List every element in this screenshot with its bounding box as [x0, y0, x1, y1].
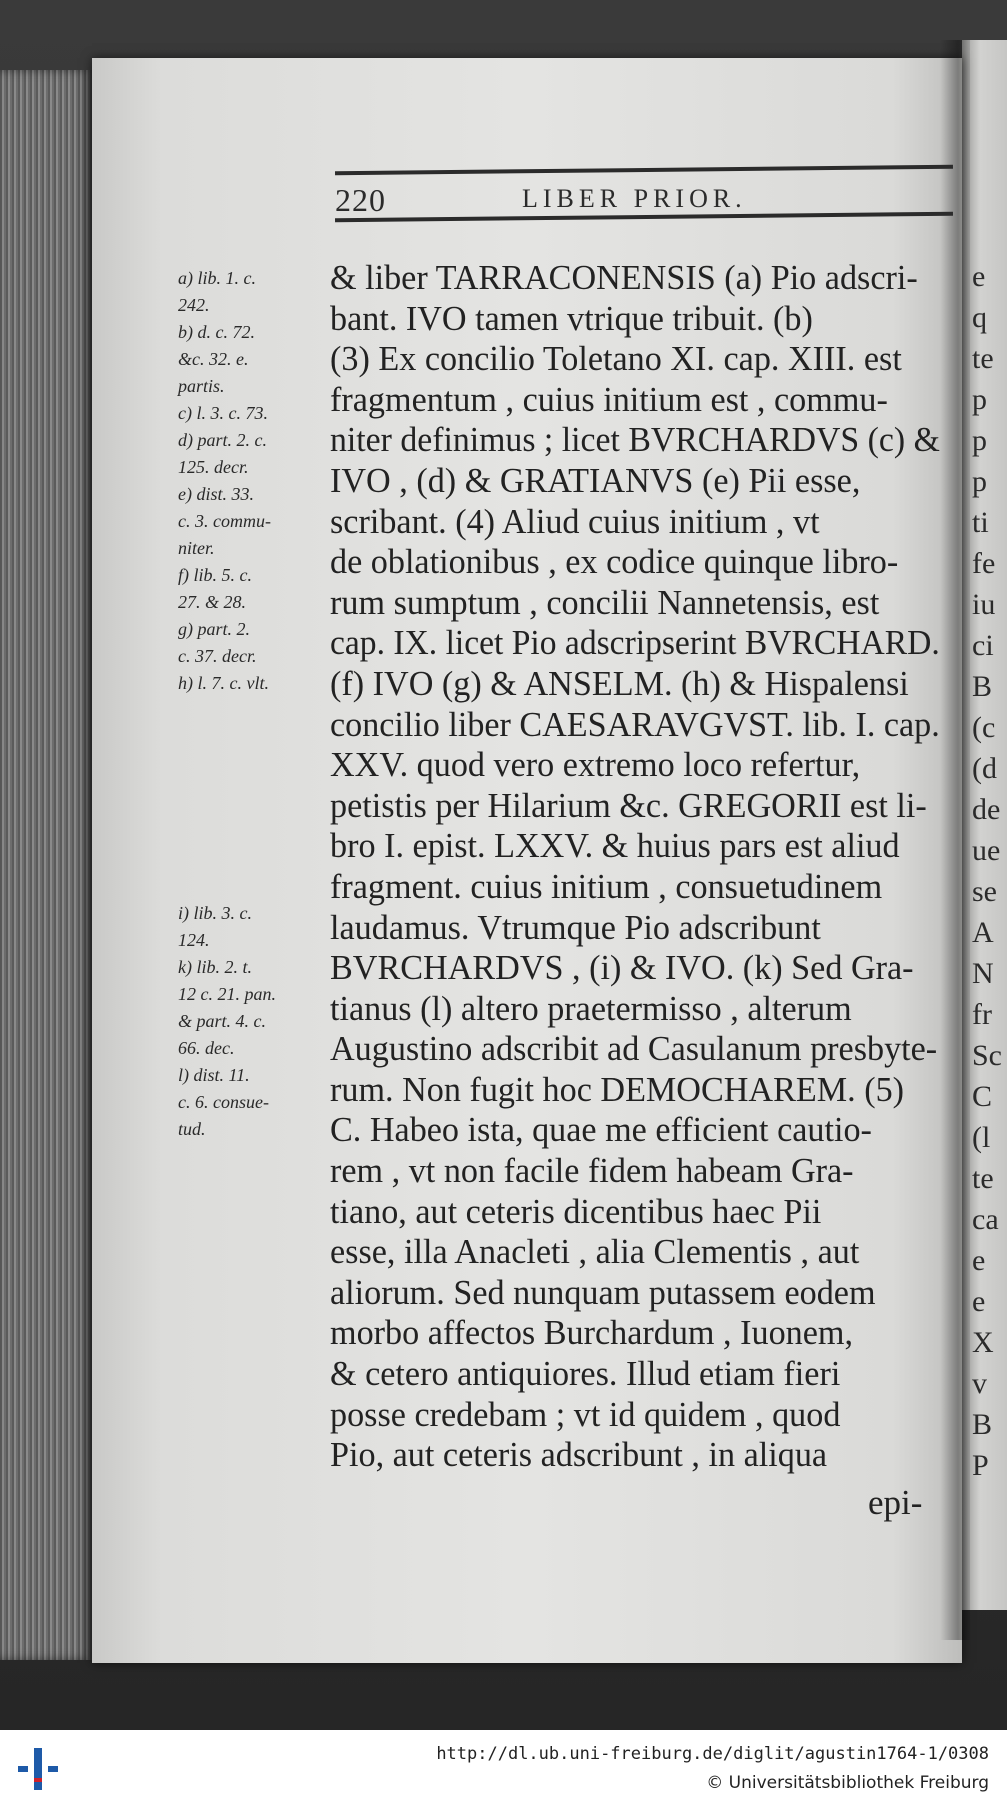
margin-note: c. 37. decr.	[178, 646, 257, 666]
adjacent-page-fragment: se	[972, 875, 997, 908]
margin-note: i) lib. 3. c.	[178, 903, 252, 923]
adjacent-page-fragment: P	[972, 1449, 989, 1482]
text-line: posse credebam ; vt id quidem , quod	[330, 1394, 841, 1434]
adjacent-page-fragment: B	[972, 1408, 993, 1441]
margin-note: e) dist. 33.	[178, 484, 254, 504]
text-line: bant. IVO tamen vtrique tribuit. (b)	[330, 298, 813, 338]
adjacent-page-fragment: te	[972, 342, 994, 375]
library-logo-icon	[18, 1748, 60, 1790]
adjacent-page-fragment: e	[972, 260, 986, 293]
text-line: Pio, aut ceteris adscribunt , in aliqua	[330, 1435, 828, 1475]
margin-note: b) d. c. 72.	[178, 322, 255, 342]
adjacent-page-fragment: e	[972, 1285, 986, 1318]
text-line: fragment. cuius initium , consuetudinem	[330, 866, 883, 906]
text-line: esse, illa Anacleti , alia Clementis , aut	[330, 1232, 860, 1272]
text-line: tianus (l) altero praetermisso , alterum	[330, 988, 852, 1028]
page-number: 220	[335, 182, 386, 218]
margin-note: c. 6. consue-	[178, 1092, 269, 1112]
text-line: fragmentum , cuius initium est , commu-	[330, 379, 888, 419]
viewer-footer	[0, 1730, 1007, 1805]
adjacent-page-fragment: ti	[972, 506, 989, 539]
adjacent-page-fragment: de	[972, 793, 1001, 826]
running-head: LIBER PRIOR.	[522, 184, 747, 213]
margin-notes-lower	[178, 900, 328, 1143]
catchword: epi-	[868, 1483, 923, 1522]
book-page-edges	[0, 70, 92, 1660]
margin-note: h) l. 7. c. vlt.	[178, 673, 269, 693]
text-line: bro I. epist. LXXV. & huius pars est aliud	[330, 826, 900, 866]
text-line: (f) IVO (g) & ANSELM. (h) & Hispalensi	[330, 663, 909, 703]
margin-note: & part. 4. c.	[178, 1011, 266, 1031]
margin-note: f) lib. 5. c.	[178, 565, 252, 585]
adjacent-page-fragment: q	[972, 301, 987, 334]
margin-note: 66. dec.	[178, 1038, 235, 1058]
margin-note: d) part. 2. c.	[178, 430, 267, 450]
text-line: laudamus. Vtrumque Pio adscribunt	[330, 907, 821, 947]
text-line: rem , vt non facile fidem habeam Gra-	[330, 1151, 854, 1191]
adjacent-page-fragment: (c	[972, 711, 996, 744]
margin-note: g) part. 2.	[178, 619, 250, 639]
adjacent-page-fragment: e	[972, 1244, 986, 1277]
adjacent-page-fragment: ue	[972, 834, 1001, 867]
text-line: IVO , (d) & GRATIANVS (e) Pii esse,	[330, 460, 861, 500]
body-text	[330, 258, 955, 1476]
adjacent-page-fragment: te	[972, 1162, 994, 1195]
margin-note: tud.	[178, 1119, 206, 1139]
adjacent-page-fragment: ca	[972, 1203, 999, 1236]
text-line: concilio liber CAESARAVGVST. lib. I. cap.	[330, 704, 940, 744]
margin-note: partis.	[178, 376, 225, 396]
text-line: Augustino adscribit ad Casulanum presbyte-	[330, 1029, 938, 1069]
margin-note: c. 3. commu-	[178, 511, 271, 531]
copyright-text: © Universitätsbibliothek Freiburg	[706, 1773, 989, 1793]
margin-notes-upper	[178, 265, 328, 697]
adjacent-page-fragment: N	[972, 957, 994, 990]
text-line: niter definimus ; licet BVRCHARDVS (c) &	[330, 420, 940, 460]
adjacent-page-fragment: (l	[972, 1121, 991, 1154]
text-line: BVRCHARDVS , (i) & IVO. (k) Sed Gra-	[330, 948, 914, 988]
adjacent-page-fragment: A	[972, 916, 994, 949]
text-line: petistis per Hilarium &c. GREGORII est li-	[330, 785, 927, 825]
margin-note: 12 c. 21. pan.	[178, 984, 276, 1004]
text-line: morbo affectos Burchardum , Iuonem,	[330, 1313, 854, 1353]
adjacent-page-fragment: ci	[972, 629, 994, 662]
adjacent-page-fragment: X	[972, 1326, 994, 1359]
text-line: C. Habeo ista, quae me efficient cautio-	[330, 1110, 872, 1150]
text-line: de oblationibus , ex codice quinque libro-	[330, 542, 899, 582]
margin-note: l) dist. 11.	[178, 1065, 250, 1085]
margin-note: &c. 32. e.	[178, 349, 249, 369]
margin-note: 27. & 28.	[178, 592, 247, 612]
margin-note: niter.	[178, 538, 215, 558]
document-url-link[interactable]: http://dl.ub.uni-freiburg.de/diglit/agustin1764-1/0308	[436, 1744, 989, 1764]
adjacent-page-fragment: fr	[972, 998, 992, 1031]
text-line: cap. IX. licet Pio adscripserint BVRCHARD.	[330, 623, 940, 663]
text-line: scribant. (4) Aliud cuius initium , vt	[330, 501, 820, 541]
text-line: rum. Non fugit hoc DEMOCHAREM. (5)	[330, 1069, 905, 1109]
text-line: aliorum. Sed nunquam putassem eodem	[330, 1272, 876, 1312]
text-line: (3) Ex concilio Toletano XI. cap. XIII. est	[330, 339, 902, 379]
adjacent-page-fragment: fe	[972, 547, 996, 580]
adjacent-page-fragment: v	[972, 1367, 987, 1400]
margin-note: 242.	[178, 295, 210, 315]
adjacent-page-fragment: B	[972, 670, 993, 703]
text-line: XXV. quod vero extremo loco refertur,	[330, 745, 861, 785]
text-line: & cetero antiquiores. Illud etiam fieri	[330, 1354, 841, 1394]
margin-note: 124.	[178, 930, 210, 950]
text-line: tiano, aut ceteris dicentibus haec Pii	[330, 1191, 822, 1231]
text-line: & liber TARRACONENSIS (a) Pio adscri-	[330, 258, 918, 297]
margin-note: c) l. 3. c. 73.	[178, 403, 268, 423]
adjacent-page-fragment: iu	[972, 588, 996, 621]
adjacent-page-fragment: Sc	[972, 1039, 1002, 1072]
adjacent-page-fragment: p	[972, 383, 987, 416]
adjacent-page-fragment: C	[972, 1080, 993, 1113]
adjacent-page-fragment: p	[972, 424, 987, 457]
margin-note: a) lib. 1. c.	[178, 268, 256, 288]
margin-note: 125. decr.	[178, 457, 249, 477]
adjacent-page-fragment: p	[972, 465, 987, 498]
adjacent-page-fragment: (d	[972, 752, 997, 785]
text-line: rum sumptum , concilii Nannetensis, est	[330, 582, 880, 622]
margin-note: k) lib. 2. t.	[178, 957, 252, 977]
